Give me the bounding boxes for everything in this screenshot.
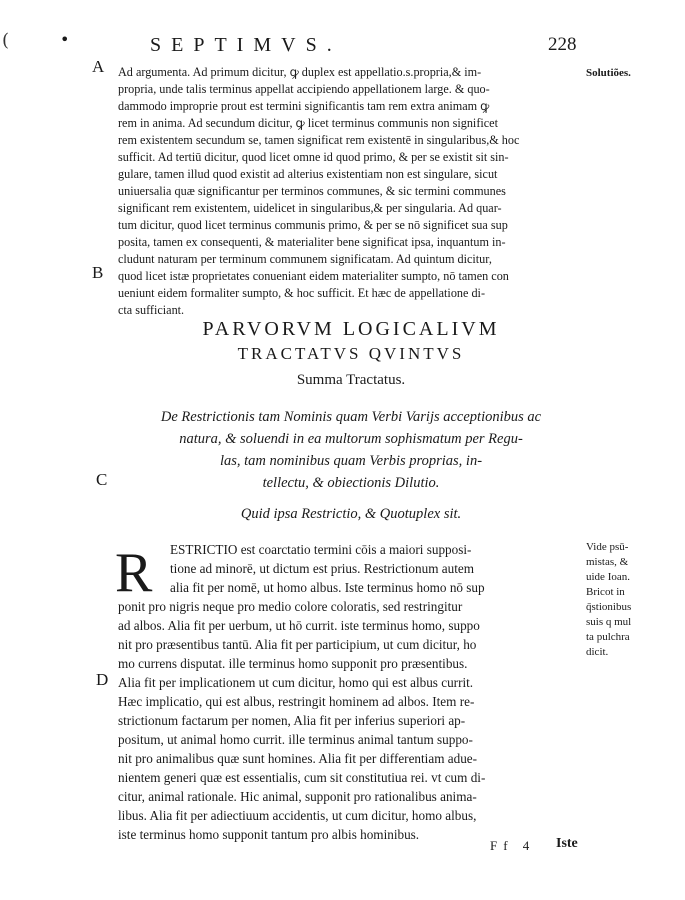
text-line: nientem generi quæ est essentialis, cum sit constitutiua rei. vt cum di- [118,770,486,785]
margin-note-line: uide Ioan. [586,571,630,583]
summary-line: natura, & soluendi in ea multorum sophismatum per Regu- [179,431,523,447]
text-line: significant rem existentem, uidelicet in singularibus,& per singularia. Ad quar- [118,201,502,215]
margin-note-solutiones: Solutiões. [586,67,631,79]
summary-line: De Restrictionis tam Nominis quam Verbi Varijs acceptionibus ac [160,409,542,425]
text-line: rem in anima. Ad secundum dicitur, ꝙ licet terminus communis non significet [118,116,498,130]
text-line: alia fit per nomē, ut homo albus. Iste terminus homo nō sup [170,580,485,595]
margin-note-line: Vide psū- [586,541,629,553]
text-line: rem existentem secundum se, tamen significat rem existentē in singularibus,& hoc [118,133,520,147]
text-line: quod licet istæ proprietates conueniant eidem materialiter sumpto, nō tamen con [118,269,509,283]
margin-note-line: dicit. [586,646,609,658]
text-line: Ad argumenta. Ad primum dicitur, ꝙ duplex est appellatio.s.propria,& im- [118,65,482,79]
margin-note-line: q̄stionibus [586,601,632,613]
margin-bracket-mark: ( [2,30,10,51]
text-line: dammodo improprie prout est termini significantis tam rem extra animam ꝙ [118,99,490,113]
text-line: iste terminus homo supponit tantum pro albis hominibus. [118,827,420,842]
text-line: tum dicitur, quod licet terminus communis primo, & per se nō significet sua sup [118,218,508,232]
section-letter-b: B [92,263,104,282]
text-line: uniuersalia quæ significantur per terminos communes, & sic termini communes [118,184,506,198]
text-line: Alia fit per implicationem ut cum dicitur, homo qui est albus currit. [118,675,474,690]
catchword: Iste [556,836,578,851]
text-line: cludunt naturam per terminum communem significatam. Ad quintum dicitur, [118,252,492,266]
text-line: posita, tamen ex consequenti, & materialiter bene significat ipsa, inquantum in- [118,235,506,249]
running-title: SEPTIMVS. [150,34,342,56]
summary-line: las, tam nominibus quam Verbis proprias, in- [219,453,483,469]
text-line: nit pro præsentibus tantū. Alia fit per participium, ut cum dicitur, ho [118,637,477,652]
signature-mark: Ff 4 [490,838,536,853]
question-heading: Quid ipsa Restrictio, & Quotuplex sit. [240,506,462,522]
text-line: ad albos. Alia fit per uerbum, ut hō currit. iste terminus homo, suppo [118,618,480,633]
text-line: cta sufficiant. [118,303,185,317]
text-line: sufficit. Ad tertiū dicitur, quod licet omne id quod primo, & per se existit sit sin- [118,150,509,164]
section-letter-a: A [92,57,105,76]
text-line: ESTRICTIO est coarctatio termini cōis a maiori supposi- [170,542,472,557]
text-line: strictionum factarum per nomen, Alia fit per inferius superiori ap- [118,713,466,728]
treatise-subtitle: TRACTATVS QVINTVS [237,344,465,363]
margin-note-line: Bricot in [586,586,625,598]
margin-note-line: suis q mul [586,616,632,628]
margin-dot-mark: • [60,30,70,49]
text-line: nit pro animalibus quæ sunt homines. Alia fit per differentiam adue- [118,751,478,766]
text-line: Hæc implicatio, qui est albus, restringit hominem ad albos. Item re- [118,694,475,709]
text-line: citur, animal rationale. Hic animal, supponit pro rationalibus anima- [118,789,477,804]
summa-heading: Summa Tractatus. [296,372,406,388]
text-line: gulare, tamen illud quod existit ad alterius existentiam non est singulare, sicut [118,167,498,181]
text-line: ponit pro nigris neque pro medio colore coloratis, sed restringitur [118,599,463,614]
margin-note-line: ta pulchra [586,631,630,643]
text-line: tione ad minorē, ut dictum est prius. Restrictionum autem [170,561,474,576]
text-line: ueniunt eidem formaliter sumpto, & hoc sufficit. Et hæc de appellatione di- [118,286,485,300]
text-line: mo currens disputat. ille terminus homo supponit pro præsentibus. [118,656,468,671]
text-line: positum, ut animal homo currit. ille terminus animal tantum suppo- [118,732,473,747]
margin-note-vide [586,540,680,660]
section-letter-d: D [96,670,109,689]
drop-cap: R [115,542,153,604]
summary-line: tellectu, & obiectionis Dilutio. [262,475,440,491]
section-letter-c: C [96,470,108,489]
text-line: libus. Alia fit per adiectiuum accidentis, ut cum dicitur, homo albus, [118,808,477,823]
treatise-title: PARVORVM LOGICALIVM [202,318,500,340]
text-line: propria, unde talis terminus appellat accipiendo appellationem large. & quo- [118,82,490,96]
margin-note-line: mistas, & [586,556,629,568]
page-number: 228 [548,34,577,55]
